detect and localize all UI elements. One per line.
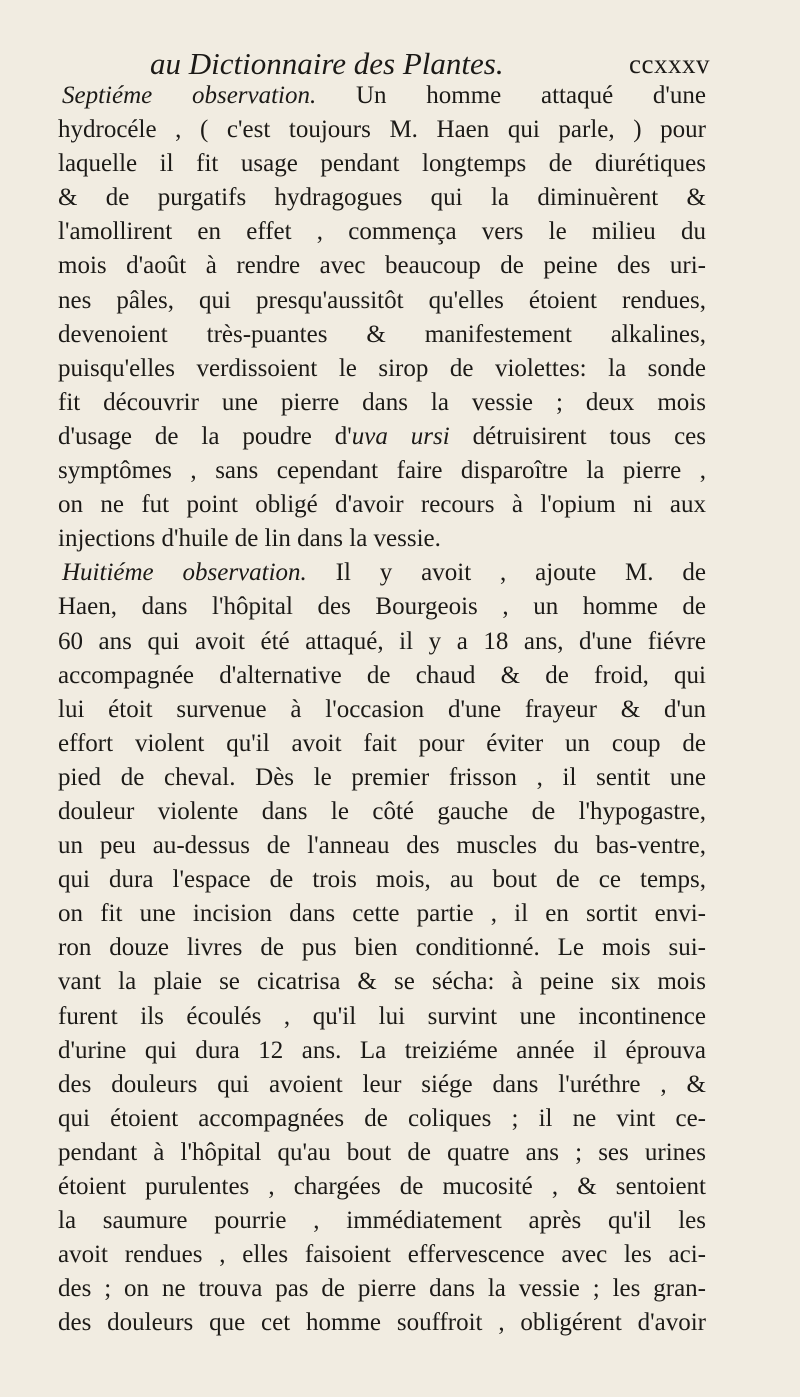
text-line bbox=[58, 147, 706, 181]
text-line bbox=[58, 1204, 706, 1238]
text-run: la saumure pourrie , immédiatement après qu'il les bbox=[58, 1207, 706, 1235]
italic-text: Septiéme observation. bbox=[62, 82, 317, 109]
text-line bbox=[58, 659, 706, 693]
text-line bbox=[58, 420, 706, 454]
text-run: mois d'août à rendre avec beaucoup de peine des uri- bbox=[58, 252, 706, 280]
text-run: accompagnée d'alternative de chaud & de froid, qui bbox=[58, 661, 706, 689]
text-run: symptômes , sans cependant faire disparoître la pierre , bbox=[58, 457, 706, 485]
text-run: on fit une incision dans cette partie , il en sortit envi- bbox=[58, 900, 706, 928]
text-line bbox=[58, 1034, 706, 1068]
running-title: au Dictionnaire des Plantes. bbox=[150, 46, 504, 81]
text-line bbox=[58, 1272, 706, 1306]
text-run: qui dura l'espace de trois mois, au bout de ce temps, bbox=[58, 866, 706, 894]
text-run: douleur violente dans le côté gauche de l'hypogastre, bbox=[58, 797, 706, 825]
text-line bbox=[58, 318, 706, 352]
text-run: devenoient très-puantes & manifestement alkalines, bbox=[58, 320, 706, 348]
text-run: l'amollirent en effet , commença vers le milieu du bbox=[58, 218, 706, 246]
text-run: & de purgatifs hydragogues qui la diminuèrent & bbox=[58, 184, 706, 212]
text-line bbox=[58, 1306, 706, 1340]
text-run: d'urine qui dura 12 ans. La treiziéme année il éprouva bbox=[58, 1036, 706, 1064]
text-run: ron douze livres de pus bien conditionné. Le mois sui- bbox=[58, 934, 706, 962]
text-line bbox=[58, 1102, 706, 1136]
text-run: hydrocéle , ( c'est toujours M. Haen qui parle, ) pour bbox=[58, 116, 706, 144]
text-line bbox=[58, 727, 706, 761]
text-line bbox=[58, 79, 706, 113]
italic-text: uva ursi bbox=[351, 422, 450, 450]
text-line bbox=[58, 215, 706, 249]
text-line bbox=[58, 488, 706, 522]
text-line bbox=[58, 863, 706, 897]
text-run: Il y avoit , ajoute M. de bbox=[306, 559, 706, 587]
text-line bbox=[58, 181, 706, 215]
text-line bbox=[58, 386, 706, 420]
text-line bbox=[58, 556, 706, 590]
text-run: d'usage de la poudre d' bbox=[58, 422, 352, 450]
italic-text: Huitiéme observation. bbox=[62, 559, 307, 587]
text-run: fit découvrir une pierre dans la vessie ; deux mois bbox=[58, 388, 706, 416]
text-run: furent ils écoulés , qu'il lui survint une incontinence bbox=[58, 1002, 706, 1030]
text-run: des ; on ne trouva pas de pierre dans la vessie ; les gran- bbox=[58, 1275, 706, 1303]
text-run: nes pâles, qui presqu'aussitôt qu'elles étoient rendues, bbox=[58, 286, 706, 314]
body-text bbox=[58, 79, 706, 1340]
text-run: injections d'huile de lin dans la vessie. bbox=[58, 525, 441, 553]
text-run: Un homme attaqué d'une bbox=[316, 82, 706, 109]
text-line bbox=[58, 113, 706, 147]
text-line bbox=[58, 590, 706, 624]
text-line bbox=[58, 1068, 706, 1102]
text-run: étoient purulentes , chargées de mucosité , & sentoient bbox=[58, 1173, 706, 1200]
text-line bbox=[58, 1238, 706, 1272]
text-run: Haen, dans l'hôpital des Bourgeois , un homme de bbox=[58, 593, 706, 621]
text-run: qui étoient accompagnées de coliques ; il ne vint ce- bbox=[58, 1104, 706, 1132]
text-run: détruisirent tous ces bbox=[449, 422, 706, 450]
page-number: ccxxxv bbox=[629, 49, 710, 79]
text-run: pied de cheval. Dès le premier frisson , il sentit une bbox=[58, 763, 706, 791]
text-run: des douleurs qui avoient leur siége dans l'uréthre , & bbox=[58, 1070, 706, 1098]
text-line bbox=[58, 352, 706, 386]
text-run: 60 ans qui avoit été attaqué, il y a 18 ans, d'une fiévre bbox=[58, 627, 706, 655]
text-run: avoit rendues , elles faisoient effervescence avec les aci- bbox=[58, 1241, 706, 1269]
text-line bbox=[58, 1136, 706, 1170]
text-line bbox=[58, 284, 706, 318]
text-line bbox=[58, 761, 706, 795]
text-line bbox=[58, 522, 706, 556]
text-line bbox=[58, 1000, 706, 1034]
text-line bbox=[58, 965, 706, 999]
text-run: pendant à l'hôpital qu'au bout de quatre ans ; ses urines bbox=[58, 1138, 706, 1166]
text-run: laquelle il fit usage pendant longtemps de diurétiques bbox=[58, 150, 706, 178]
text-line bbox=[58, 249, 706, 283]
text-run: lui étoit survenue à l'occasion d'une frayeur & d'un bbox=[58, 695, 706, 723]
text-run: puisqu'elles verdissoient le sirop de violettes: la sonde bbox=[58, 354, 706, 382]
text-line bbox=[58, 795, 706, 829]
text-run: on ne fut point obligé d'avoir recours à l'opium ni aux bbox=[58, 491, 706, 519]
text-line bbox=[58, 693, 706, 727]
text-line bbox=[58, 897, 706, 931]
text-run: vant la plaie se cicatrisa & se sécha: à peine six mois bbox=[58, 968, 706, 996]
text-run: effort violent qu'il avoit fait pour éviter un coup de bbox=[58, 729, 706, 757]
text-line bbox=[58, 931, 706, 965]
text-run: des douleurs que cet homme souffroit , obligérent d'avoir bbox=[58, 1309, 706, 1337]
text-line bbox=[58, 1170, 706, 1204]
text-line bbox=[58, 829, 706, 863]
text-line bbox=[58, 625, 706, 659]
text-run: un peu au-dessus de l'anneau des muscles du bas-ventre, bbox=[58, 832, 706, 860]
text-line bbox=[58, 454, 706, 488]
